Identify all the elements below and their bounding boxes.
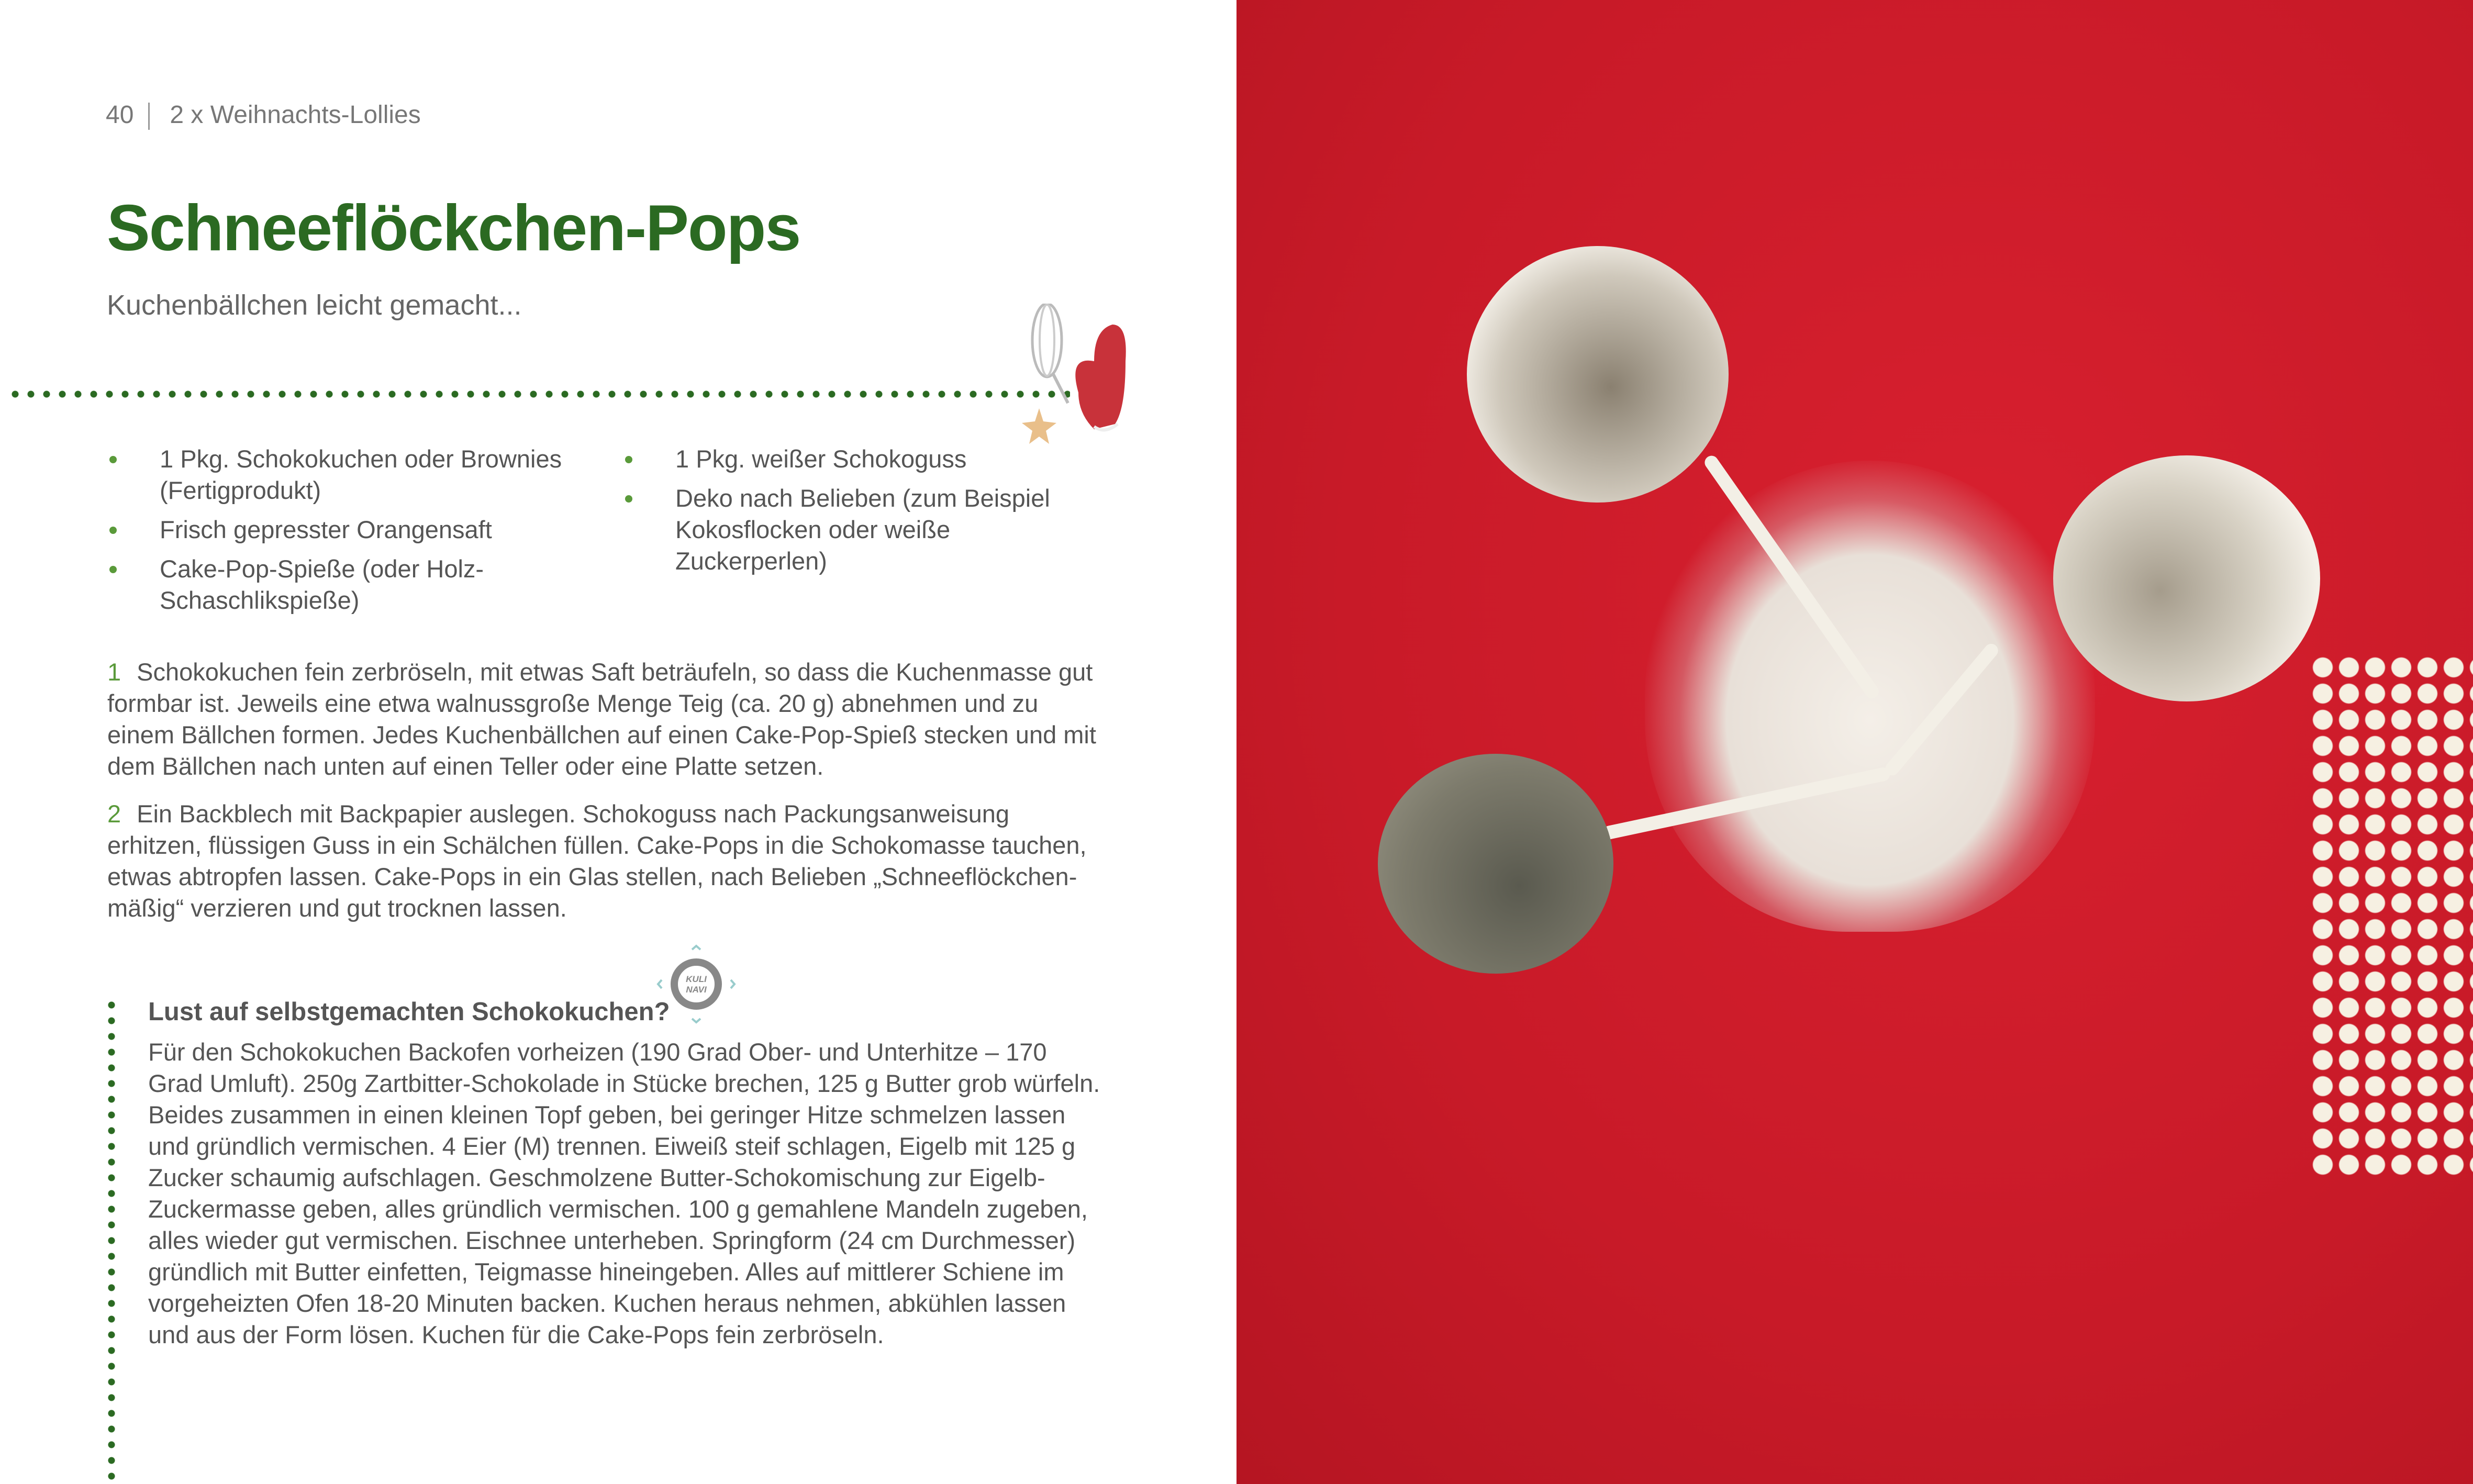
recipe-title: Schneeflöckchen-Pops [107, 192, 800, 264]
step-number: 2 [107, 800, 121, 828]
page-number: 40 [106, 101, 134, 129]
ingredient-list-2 [623, 443, 1094, 585]
step-2 [107, 798, 1102, 924]
cake-pop [2053, 455, 2320, 701]
step-text: Schokokuchen fein zerbröseln, mit etwas Saft beträufeln, so dass die Kuchenmasse gut formbar ist. Jeweils eine etwa walnussgroße Menge Teig (ca. 20 g) abnehmen und zu einem Bällchen formen. Jedes Kuchenbällchen auf einen Cake-Pop-Spieß stecken und mit dem Bällchen nach unten auf einen Teller oder eine Platte setzen. [107, 658, 1096, 780]
sugar-pearls [2310, 654, 2473, 1178]
ingredient-item: Deko nach Belieben (zum Beispiel Kokosflocken oder weiße Zuckerperlen) [623, 483, 1078, 577]
tip-heading: Lust auf selbstgemachten Schokokuchen? [148, 998, 670, 1026]
tip-dotted-border [107, 997, 116, 1484]
whisk-mitten-icon [1016, 304, 1152, 461]
recipe-subtitle: Kuchenbällchen leicht gemacht... [107, 289, 522, 321]
chapter-title: 2 x Weihnachts-Lollies [170, 101, 421, 129]
ingredient-item: 1 Pkg. weißer Schokoguss [623, 443, 1094, 475]
cake-pop [1467, 246, 1729, 503]
cake-pop [1378, 754, 1613, 974]
ingredient-item: 1 Pkg. Schokokuchen oder Brownies (Fertigprodukt) [107, 443, 605, 506]
header-divider [148, 103, 150, 130]
svg-text:NAVI: NAVI [686, 985, 707, 995]
ingredient-list-1 [107, 443, 605, 624]
svg-text:KULI: KULI [686, 974, 707, 984]
step-number: 1 [107, 658, 121, 686]
ingredient-item: Frisch gepresster Orangensaft [107, 514, 605, 545]
tip-body: Für den Schokokuchen Backofen vorheizen (190 Grad Ober- und Unterhitze – 170 Grad Umluft). 250g Zartbitter-Schokolade in Stücke brechen, 125 g Butter grob würfeln. Beides zusammen in einen kleinen Topf geben, bei geringer Hitze schmelzen lassen und gründlich vermischen. 4 Eier (M) trennen. Eiweiß steif schlagen, Eigelb mit 125 g Zucker schaumig aufschlagen. Geschmolzene Butter-Schokomischung zur Eigelb-Zuckermasse geben, alles gründlich vermischen. 100 g gemahlene Mandeln zugeben, alles wieder gut vermischen. Eischnee unterheben. Springform (24 cm Durchmesser) gründlich mit Butter einfetten, Teigmasse hineingeben. Alles auf mittlerer Schiene im vorgeheizten Ofen 18-20 Minuten backen. Kuchen heraus nehmen, abkühlen lassen und aus der Form lösen. Kuchen für die Cake-Pops fein zerbröseln. [148, 1038, 1100, 1348]
page-header [106, 101, 421, 130]
step-1 [107, 656, 1102, 782]
ingredient-item: Cake-Pop-Spieße (oder Holz-Schaschlikspieße) [107, 553, 605, 616]
dotted-divider [7, 390, 1070, 398]
recipe-photo [1236, 0, 2473, 1484]
step-text: Ein Backblech mit Backpapier auslegen. Schokoguss nach Packungsanweisung erhitzen, flüssigen Guss in ein Schälchen füllen. Cake-Pops in die Schokomasse tauchen, etwas abtropfen lassen. Cake-Pops in ein Glas stellen, nach Belieben „Schneeflöckchen-mäßig“ verzieren und gut trocknen lassen. [107, 800, 1087, 922]
